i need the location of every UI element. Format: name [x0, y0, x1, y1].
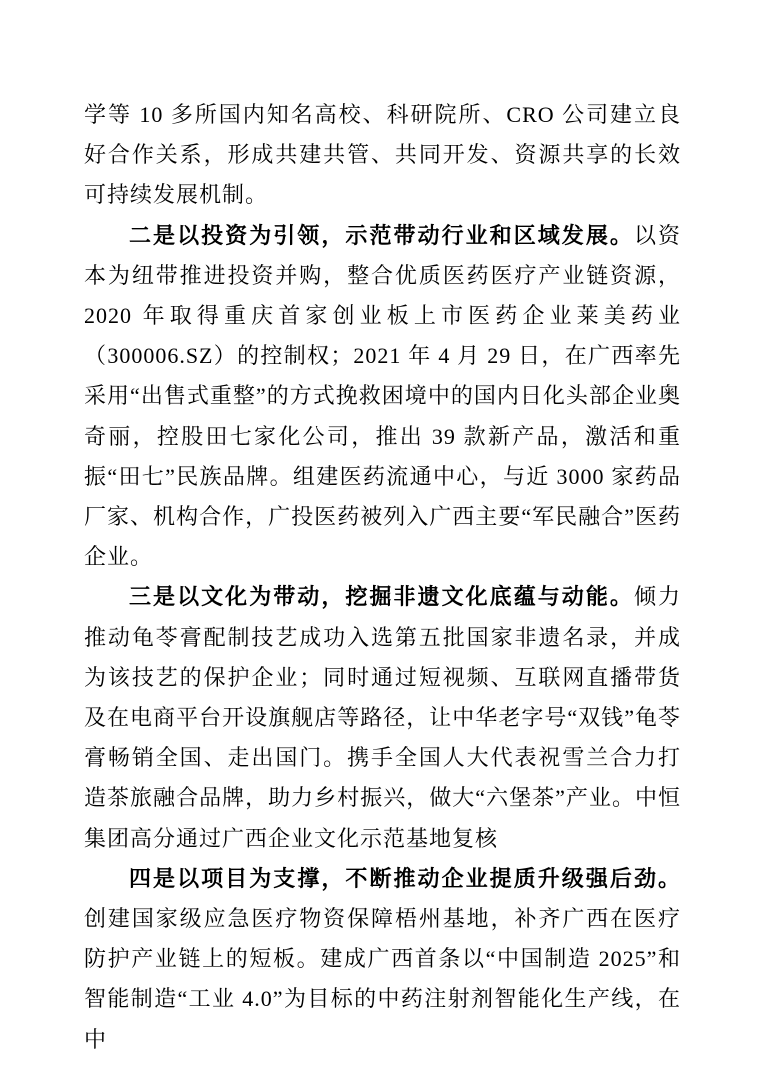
- paragraph-lead: 四是以项目为支撑，不断推动企业提质升级强后劲。: [129, 865, 681, 891]
- paragraph-point-four: [84, 859, 681, 1060]
- paragraph-lead: 三是以文化为带动，挖掘非遗文化底蕴与动能。: [129, 584, 634, 610]
- paragraph-point-three: [84, 577, 681, 858]
- paragraph-body: 学等 10 多所国内知名高校、科研院所、CRO 公司建立良好合作关系，形成共建共管、共同开发、资源共享的长效可持续发展机制。: [84, 102, 681, 208]
- paragraph-point-two: [84, 216, 681, 578]
- paragraph-body: 以资本为纽带推进投资并购，整合优质医药医疗产业链资源，2020 年取得重庆首家创业板上市医药企业莱美药业（300006.SZ）的控制权；2021 年 4 月 29 日，在广西率先采用“出售式重整”的方式挽救困境中的国内日化头部企业奥奇丽，控股田七家化公司，推出 39 款新产品，激活和重振“田七”民族品牌。组建医药流通中心，与近 3000 家药品厂家、机构合作，广投医药被列入广西主要“军民融合”医药企业。: [84, 222, 681, 570]
- paragraph-lead: 二是以投资为引领，示范带动行业和区域发展。: [129, 222, 634, 248]
- paragraph-body: 倾力推动龟苓膏配制技艺成功入选第五批国家非遗名录，并成为该技艺的保护企业；同时通过短视频、互联网直播带货及在电商平台开设旗舰店等路径，让中华老字号“双钱”龟苓膏畅销全国、走出国门。携手全国人大代表祝雪兰合力打造茶旅融合品牌，助力乡村振兴，做大“六堡茶”产业。中恒集团高分通过广西企业文化示范基地复核: [84, 584, 681, 851]
- document-text-block: [84, 95, 681, 1060]
- paragraph-continuation: [84, 95, 681, 216]
- paragraph-body: 创建国家级应急医疗物资保障梧州基地，补齐广西在医疗防护产业链上的短板。建成广西首条以“中国制造 2025”和智能制造“工业 4.0”为目标的中药注射剂智能化生产线，在中: [84, 906, 681, 1052]
